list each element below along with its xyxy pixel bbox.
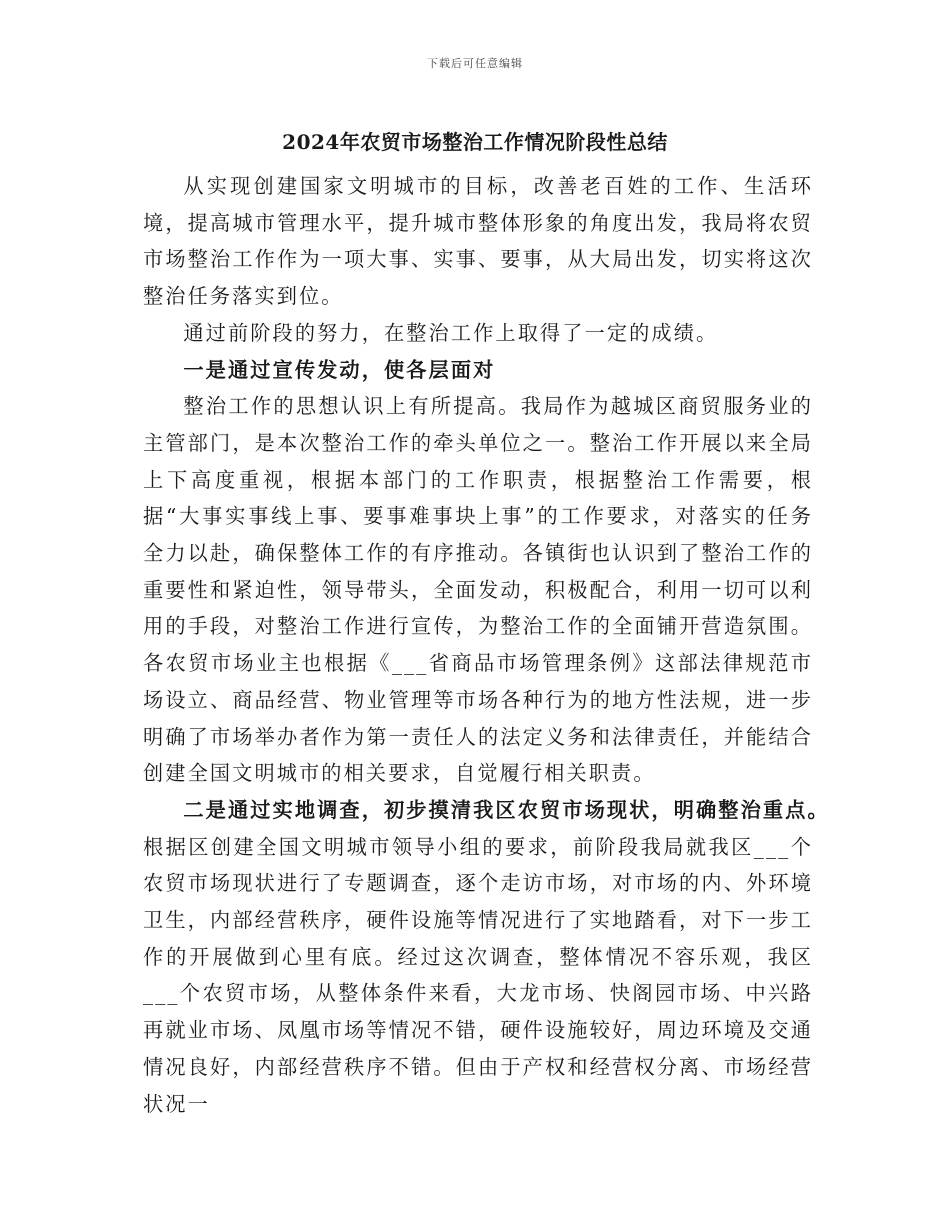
section-heading-2: 二是通过实地调查，初步摸清我区农贸市场现状，明确整治重点。 [183,797,830,822]
paragraph-section-2: 根据区创建全国文明城市领导小组的要求，前阶段我局就我区___个农贸市场现状进行了专题调查，逐个走访市场，对市场的内、外环境卫生，内部经营秩序，硬件设施等情况进行了实地踏看，对下一步工作的开展做到心里有底。经过这次调查，整体情况不容乐观，我区___个农贸市场，从整体条件来看，大龙市场、快阁园市场、中兴路再就业市场、凤凰市场等情况不错，硬件设施较好，周边环境及交通情况良好，内部经营秩序不错。但由于产权和经营权分离、市场经营状况一 [143,834,813,1116]
paragraph-achievement: 通过前阶段的努力，在整治工作上取得了一定的成绩。 [183,320,719,345]
document-body [143,168,830,1122]
section-heading-1: 一是通过宣传发动，使各层面对 [183,357,496,382]
header-note: 下载后可任意编辑 [427,57,523,70]
document-title: 2024年农贸市场整治工作情况阶段性总结 [282,130,668,154]
paragraph-intro: 从实现创建国家文明城市的目标，改善老百姓的工作、生活环境，提高城市管理水平，提升城市整体形象的角度出发，我局将农贸市场整治工作作为一项大事、实事、要事，从大局出发，切实将这次整治任务落实到位。 [143,174,813,309]
paragraph-section-1: 整治工作的思想认识上有所提高。我局作为越城区商贸服务业的主管部门，是本次整治工作的牵头单位之一。整治工作开展以来全局上下高度重视，根据本部门的工作职责，根据整治工作需要，根据“大事实事线上事、要事难事块上事”的工作要求，对落实的任务全力以赴，确保整体工作的有序推动。各镇街也认识到了整治工作的重要性和紧迫性，领导带头，全面发动，积极配合，利用一切可以利用的手段，对整治工作进行宣传，为整治工作的全面铺开营造氛围。各农贸市场业主也根据《___省商品市场管理条例》这部法律规范市场设立、商品经营、物业管理等市场各种行为的地方性法规，进一步明确了市场举办者作为第一责任人的法定义务和法律责任，并能结合创建全国文明城市的相关要求，自觉履行相关职责。 [143,394,813,786]
